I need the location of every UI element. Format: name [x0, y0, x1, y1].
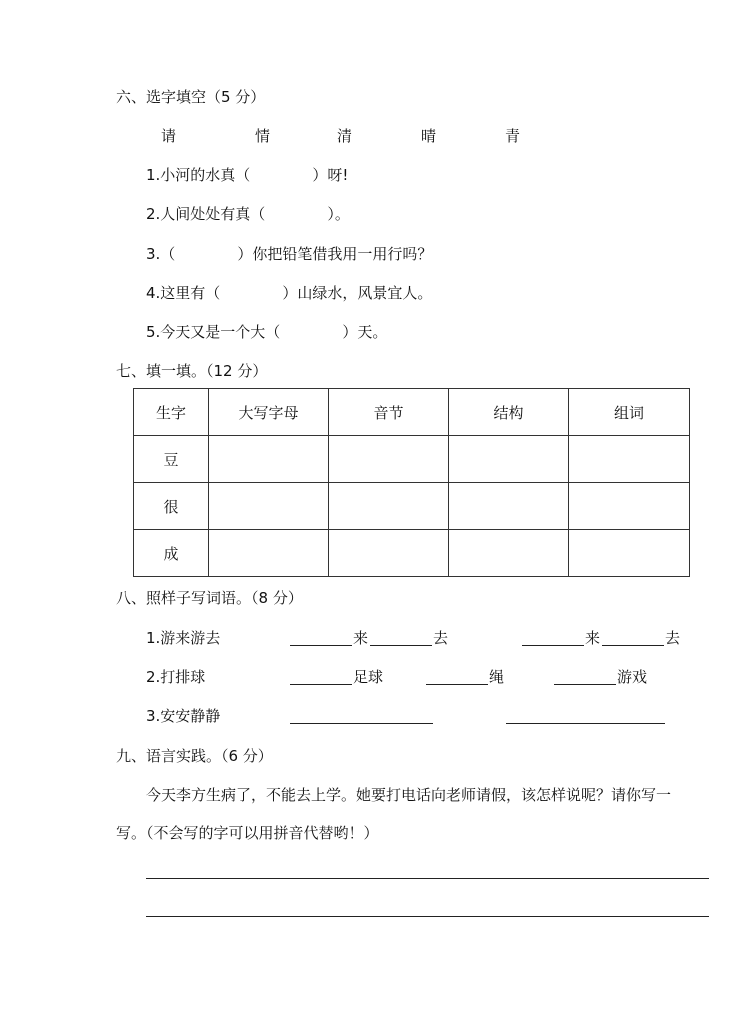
fill-item-prefix: 2.人间处处有真（	[146, 205, 266, 223]
answer-line[interactable]	[554, 684, 616, 685]
answer-line[interactable]	[290, 645, 352, 646]
fill-item-prefix: 4.这里有（	[146, 284, 221, 302]
example-word: 1.游来游去	[146, 629, 221, 647]
section7-heading: 七、填一填。（12 分）	[116, 362, 268, 380]
section9-heading: 九、语言实践。（6 分）	[116, 747, 273, 765]
table-header: 组词	[569, 389, 690, 436]
word-part: 来	[585, 629, 601, 647]
fill-item-suffix: ）呀!	[312, 166, 349, 184]
fill-item-prefix: 3.（	[146, 245, 176, 263]
word-part: 游戏	[617, 668, 648, 686]
word-part: 去	[665, 629, 681, 647]
fill-item-prefix: 1.小河的水真（	[146, 166, 251, 184]
answer-line[interactable]	[506, 723, 665, 724]
fill-item-prefix: 5.今天又是一个大（	[146, 323, 281, 341]
table-char-cell: 成	[134, 530, 209, 577]
section6-heading: 六、选字填空（5 分）	[116, 88, 266, 106]
table-header: 大写字母	[209, 389, 329, 436]
table-char-cell: 很	[134, 483, 209, 530]
table-row	[134, 483, 690, 530]
answer-cell[interactable]	[569, 483, 690, 530]
example-word: 2.打排球	[146, 668, 206, 686]
answer-cell[interactable]	[449, 530, 569, 577]
table-row	[134, 530, 690, 577]
answer-cell[interactable]	[449, 483, 569, 530]
option-char: 清	[337, 127, 353, 145]
character-table	[133, 388, 690, 577]
writing-line[interactable]	[146, 916, 709, 917]
answer-cell[interactable]	[329, 436, 449, 483]
answer-cell[interactable]	[209, 530, 329, 577]
answer-cell[interactable]	[449, 436, 569, 483]
fill-item-3	[146, 243, 432, 264]
fill-item-suffix: ）天。	[342, 323, 388, 341]
word-part: 去	[433, 629, 449, 647]
fill-item-5	[146, 321, 387, 342]
writing-line[interactable]	[146, 878, 709, 879]
fill-item-2	[146, 203, 350, 224]
fill-item-4	[146, 282, 432, 303]
answer-line[interactable]	[522, 645, 584, 646]
example-word: 3.安安静静	[146, 707, 221, 725]
prompt-text-line1: 今天李方生病了，不能去上学。她要打电话向老师请假，该怎样说呢？请你写一	[146, 786, 672, 804]
answer-cell[interactable]	[569, 436, 690, 483]
table-header: 生字	[134, 389, 209, 436]
word-part: 足球	[353, 668, 384, 686]
option-char: 情	[255, 127, 271, 145]
prompt-text-line2: 写。（不会写的字可以用拼音代替哟！）	[116, 824, 379, 842]
word-part: 来	[353, 629, 369, 647]
table-row	[134, 436, 690, 483]
answer-line[interactable]	[602, 645, 664, 646]
answer-line[interactable]	[290, 684, 352, 685]
answer-line[interactable]	[426, 684, 488, 685]
word-part: 绳	[489, 668, 505, 686]
option-char: 青	[505, 127, 521, 145]
answer-cell[interactable]	[569, 530, 690, 577]
answer-cell[interactable]	[329, 530, 449, 577]
option-char: 晴	[421, 127, 437, 145]
table-header: 结构	[449, 389, 569, 436]
table-header-row	[134, 389, 690, 436]
answer-cell[interactable]	[209, 436, 329, 483]
fill-item-suffix: ）山绿水，风景宜人。	[282, 284, 433, 302]
table-header: 音节	[329, 389, 449, 436]
fill-item-suffix: ）。	[327, 205, 350, 223]
answer-line[interactable]	[290, 723, 433, 724]
fill-item-suffix: ）你把铅笔借我用一用行吗？	[237, 245, 433, 263]
option-char: 请	[161, 127, 177, 145]
answer-line[interactable]	[370, 645, 432, 646]
answer-cell[interactable]	[209, 483, 329, 530]
fill-item-1	[146, 164, 348, 185]
section8-heading: 八、照样子写词语。（8 分）	[116, 589, 303, 607]
answer-cell[interactable]	[329, 483, 449, 530]
table-char-cell: 豆	[134, 436, 209, 483]
